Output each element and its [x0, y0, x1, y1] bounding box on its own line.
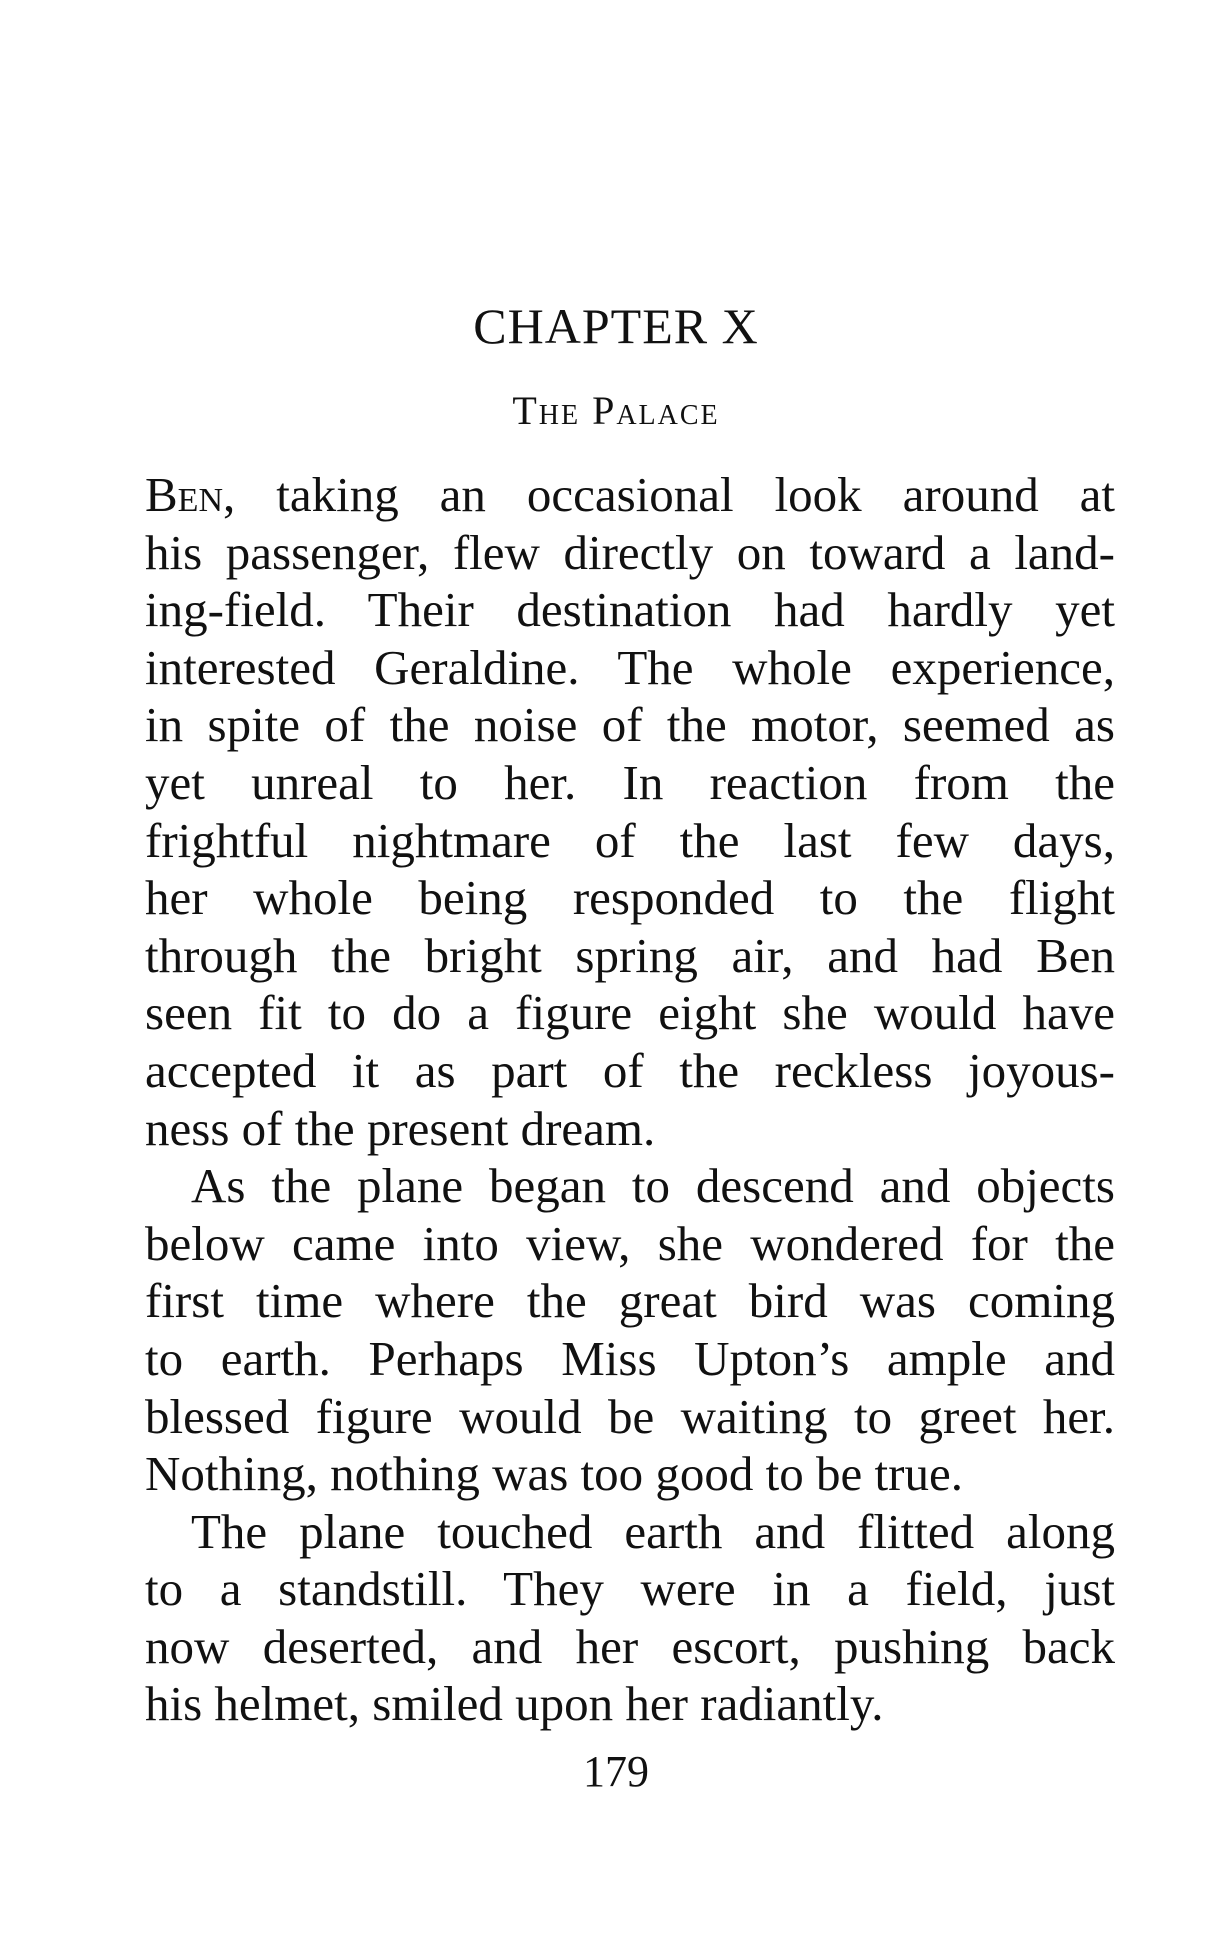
lead-word: Ben, — [145, 467, 236, 522]
text-line: in spite of the noise of the motor, seemed as — [145, 697, 1115, 753]
text-line: ness of the present dream. — [145, 1100, 656, 1156]
text-line: below came into view, she wondered for the — [145, 1215, 1115, 1271]
text-line: to a standstill. They were in a field, just — [145, 1561, 1115, 1617]
line-text: taking an occasional look around at — [276, 467, 1116, 522]
chapter-title: The Palace — [512, 388, 720, 433]
text-line: first time where the great bird was coming — [145, 1273, 1115, 1329]
text-line: ing-field. Their destination had hardly yet — [145, 582, 1115, 638]
body-text — [145, 466, 1115, 1733]
text-line: The plane touched earth and flitted along — [191, 1503, 1115, 1559]
text-line: his passenger, flew directly on toward a land- — [145, 524, 1115, 580]
text-line: As the plane began to descend and objects — [191, 1158, 1115, 1214]
text-line: yet unreal to her. In reaction from the — [145, 754, 1115, 810]
text-line: seen fit to do a figure eight she would have — [145, 985, 1115, 1041]
text-line: blessed figure would be waiting to greet her. — [145, 1388, 1115, 1444]
text-line: through the bright spring air, and had Ben — [145, 927, 1115, 983]
text-line: Nothing, nothing was too good to be true. — [145, 1446, 963, 1502]
text-line: accepted it as part of the reckless joyous- — [145, 1042, 1115, 1098]
text-line — [145, 466, 1115, 524]
text-line: frightful nightmare of the last few days, — [145, 812, 1115, 868]
text-line: her whole being responded to the flight — [145, 870, 1115, 926]
text-line: to earth. Perhaps Miss Upton’s ample and — [145, 1330, 1115, 1386]
text-line: now deserted, and her escort, pushing back — [145, 1618, 1115, 1674]
chapter-number: CHAPTER X — [473, 298, 759, 354]
text-line: interested Geraldine. The whole experience, — [145, 639, 1115, 695]
text-line: his helmet, smiled upon her radiantly. — [145, 1676, 884, 1732]
page-number: 179 — [583, 1747, 649, 1796]
